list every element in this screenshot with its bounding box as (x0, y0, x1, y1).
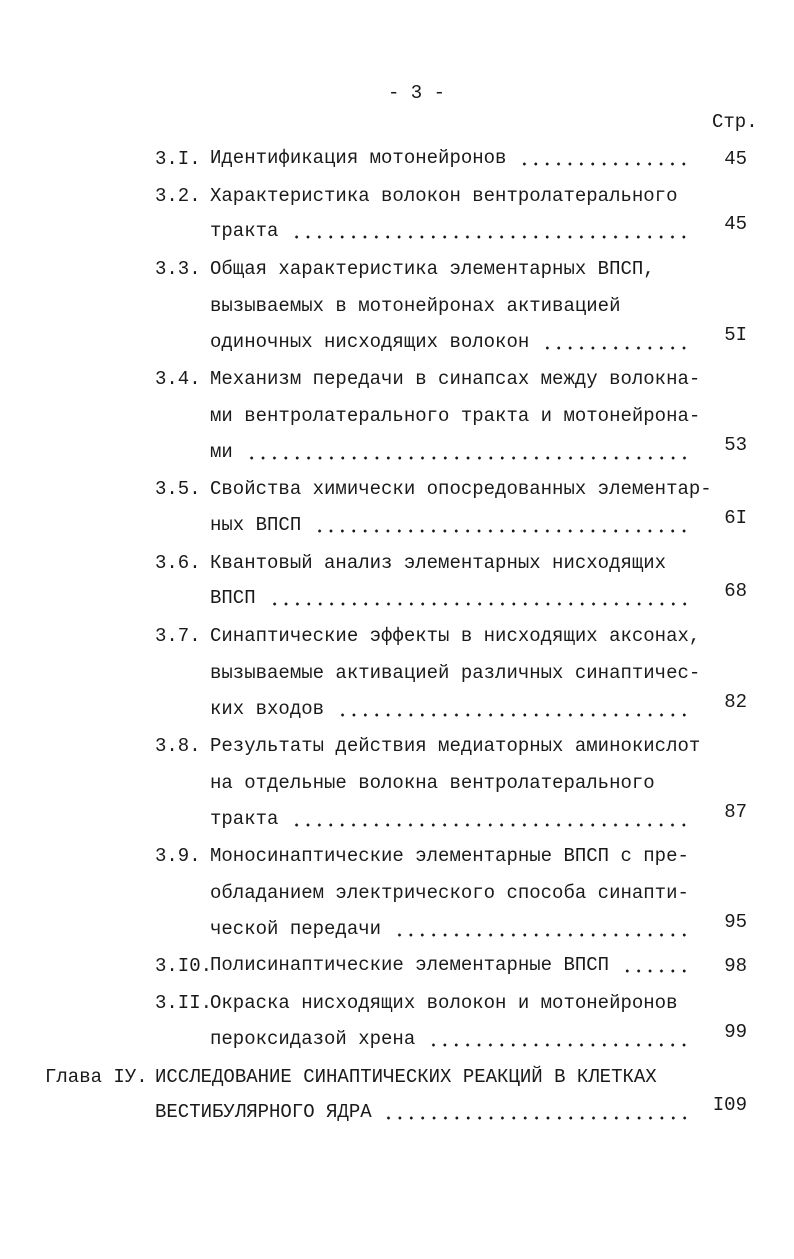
toc-page-number: I09 (712, 1094, 747, 1117)
section-number: 3.II. (155, 992, 213, 1015)
section-number: 3.4. (155, 368, 201, 391)
section-number: 3.I0. (155, 955, 213, 978)
page-column-header: Стр. (712, 111, 758, 133)
toc-page-number: 95 (724, 910, 747, 933)
toc-entry-last-line (210, 587, 690, 611)
toc-entry-text: ВЕСТИБУЛЯРНОГО ЯДРА (155, 1101, 372, 1124)
toc-page-number: 87 (724, 800, 747, 823)
toc-entry-text: ми (210, 440, 233, 463)
toc-entry-text: ных ВПСП (210, 514, 302, 536)
toc-entry-last-line (210, 918, 690, 942)
toc-entry-text: ми вентролатерального тракта и мотонейрона- (210, 404, 701, 427)
toc-entry-text: Общая характеристика элементарных ВПСП, (210, 258, 655, 281)
section-number: 3.5. (155, 478, 201, 501)
toc-page-number: 45 (724, 148, 747, 170)
toc-entry-text: ческой передачи (210, 917, 382, 940)
toc-page-number: 45 (724, 213, 747, 236)
dot-leader (619, 969, 690, 973)
section-number: 3.8. (155, 735, 201, 758)
toc-entry-last-line (210, 954, 690, 978)
toc-entry-text: вызываемые активацией различных синаптичес- (210, 661, 701, 684)
dot-leader (516, 162, 690, 166)
section-number: 3.3. (155, 258, 201, 281)
page-number: - 3 - (388, 82, 446, 104)
toc-entry-last-line (210, 808, 690, 832)
toc-entry-text: Окраска нисходящих волокон и мотонейронов (210, 992, 678, 1015)
section-number: 3.2. (155, 184, 201, 207)
dot-leader (391, 933, 690, 937)
toc-entry-text: Механизм передачи в синапсах между волокна- (210, 368, 701, 391)
dot-leader (288, 823, 690, 827)
dot-leader (382, 1116, 690, 1120)
toc-page-number: 98 (724, 955, 747, 978)
toc-entry-text: на отдельные волокна вентролатерального (210, 771, 655, 794)
dot-leader (334, 713, 690, 717)
toc-entry-text: Моносинаптические элементарные ВПСП с пре- (210, 845, 689, 868)
dot-leader (425, 1043, 690, 1047)
toc-page-number: 82 (724, 690, 747, 713)
toc-entry-text: тракта (210, 220, 279, 243)
toc-entry-text: Квантовый анализ элементарных нисходящих (210, 551, 667, 574)
toc-entry-text: Свойства химически опосредованных элементар- (210, 478, 712, 501)
toc-entry-text: обладанием электрического способа синапти- (210, 882, 689, 904)
toc-entry-text: Характеристика волокон вентролатерального (210, 184, 678, 207)
chapter-label: Глава IУ. (45, 1065, 148, 1088)
section-number: 3.I. (155, 148, 201, 170)
section-number: 3.7. (155, 625, 201, 648)
toc-entry-text: одиночных нисходящих волокон (210, 330, 530, 353)
section-number: 3.9. (155, 845, 201, 868)
toc-entry-text: Полисинаптические элементарные ВПСП (210, 954, 610, 977)
toc-entry-last-line (210, 514, 690, 538)
toc-entry-last-line (210, 441, 690, 465)
dot-leader (288, 235, 690, 239)
toc-entry-text: ВПСП (210, 587, 256, 610)
toc-entry-last-line (210, 698, 690, 722)
toc-entry-last-line (210, 331, 690, 355)
toc-entry-last-line (210, 1028, 690, 1052)
toc-page-number: 68 (724, 580, 747, 603)
toc-page-number: 5I (724, 323, 747, 346)
toc-entry-text: Результаты действия медиаторных аминокислот (210, 735, 701, 758)
toc-entry-text: Синаптические эффекты в нисходящих аксонах, (210, 625, 701, 648)
toc-page-number: 99 (724, 1020, 747, 1043)
dot-leader (243, 456, 690, 460)
toc-page-number: 6I (724, 507, 747, 529)
toc-entry-text: Идентификация мотонейронов (210, 147, 507, 169)
section-number: 3.6. (155, 551, 201, 574)
toc-entry-last-line (210, 147, 690, 171)
toc-entry-text: пероксидазой хрена (210, 1027, 416, 1050)
dot-leader (539, 346, 690, 350)
toc-entry-text: ких входов (210, 697, 325, 720)
toc-entry-text: вызываемых в мотонейронах активацией (210, 294, 621, 317)
toc-entry-text: ИССЛЕДОВАНИЕ СИНАПТИЧЕСКИХ РЕАКЦИЙ В КЛЕТКАХ (155, 1065, 657, 1088)
dot-leader (311, 529, 690, 533)
toc-entry-text: тракта (210, 807, 279, 830)
toc-entry-last-line (210, 220, 690, 244)
toc-entry-last-line (155, 1101, 690, 1125)
dot-leader (266, 602, 690, 606)
toc-page-number: 53 (724, 433, 747, 456)
